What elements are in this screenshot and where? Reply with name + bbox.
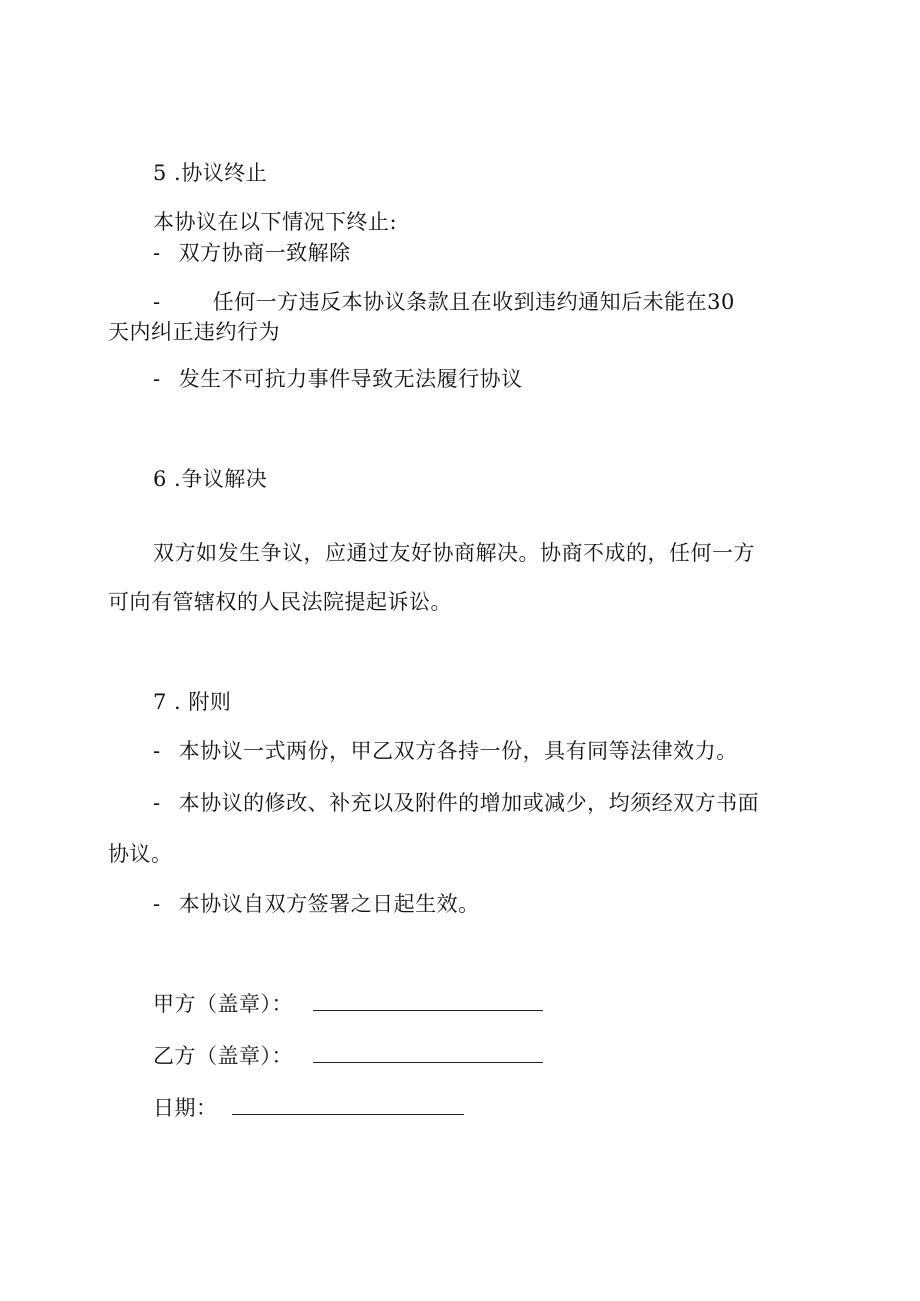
dispute-paragraph-line: 可向有管辖权的人民法院提起诉讼。 (108, 590, 452, 614)
signature-party-b (153, 1040, 543, 1069)
signature-label: 日期： (153, 1096, 218, 1120)
list-item-text: 本协议的修改、补充以及附件的增加或减少，均须经双方书面 (178, 791, 760, 815)
list-item-text: 双方协商一致解除 (178, 241, 351, 265)
list-item (153, 240, 351, 266)
dash-marker: - (153, 739, 161, 763)
dispute-paragraph-line: 双方如发生争议，应通过友好协商解决。协商不成的，任何一方 (153, 541, 755, 565)
signature-label: 甲方（盖章）： (153, 992, 293, 1016)
signature-party-a (153, 988, 543, 1017)
list-item (153, 366, 523, 392)
section-heading-dispute: 6 .争议解决 (153, 467, 268, 491)
list-item-text: 任何一方违反本协议条款且在收到违约通知后未能在30 (212, 290, 735, 314)
list-item (153, 790, 759, 816)
section-heading-supplementary: 7 . 附则 (153, 690, 232, 714)
list-item-continuation: 协议。 (108, 842, 173, 866)
section-heading-termination: 5 .协议终止 (153, 161, 268, 185)
signature-line-party-b[interactable] (313, 1040, 543, 1063)
dash-marker: - (153, 367, 161, 391)
signature-line-party-a[interactable] (313, 988, 543, 1011)
signature-label: 乙方（盖章）： (153, 1044, 293, 1068)
list-item-text: 本协议一式两份，甲乙双方各持一份，具有同等法律效力。 (178, 739, 738, 763)
dash-marker: - (153, 791, 161, 815)
list-item (153, 891, 480, 917)
list-item (153, 289, 735, 315)
list-item-text: 本协议自双方签署之日起生效。 (178, 892, 480, 916)
list-item (153, 738, 738, 764)
signature-line-date[interactable] (232, 1092, 464, 1115)
dash-marker: - (153, 290, 161, 314)
list-item-continuation: 天内纠正违约行为 (108, 320, 280, 344)
dash-marker: - (153, 241, 161, 265)
signature-date (153, 1092, 464, 1121)
termination-intro: 本协议在以下情况下终止: (153, 210, 398, 234)
dash-marker: - (153, 892, 161, 916)
list-item-text: 发生不可抗力事件导致无法履行协议 (178, 367, 523, 391)
